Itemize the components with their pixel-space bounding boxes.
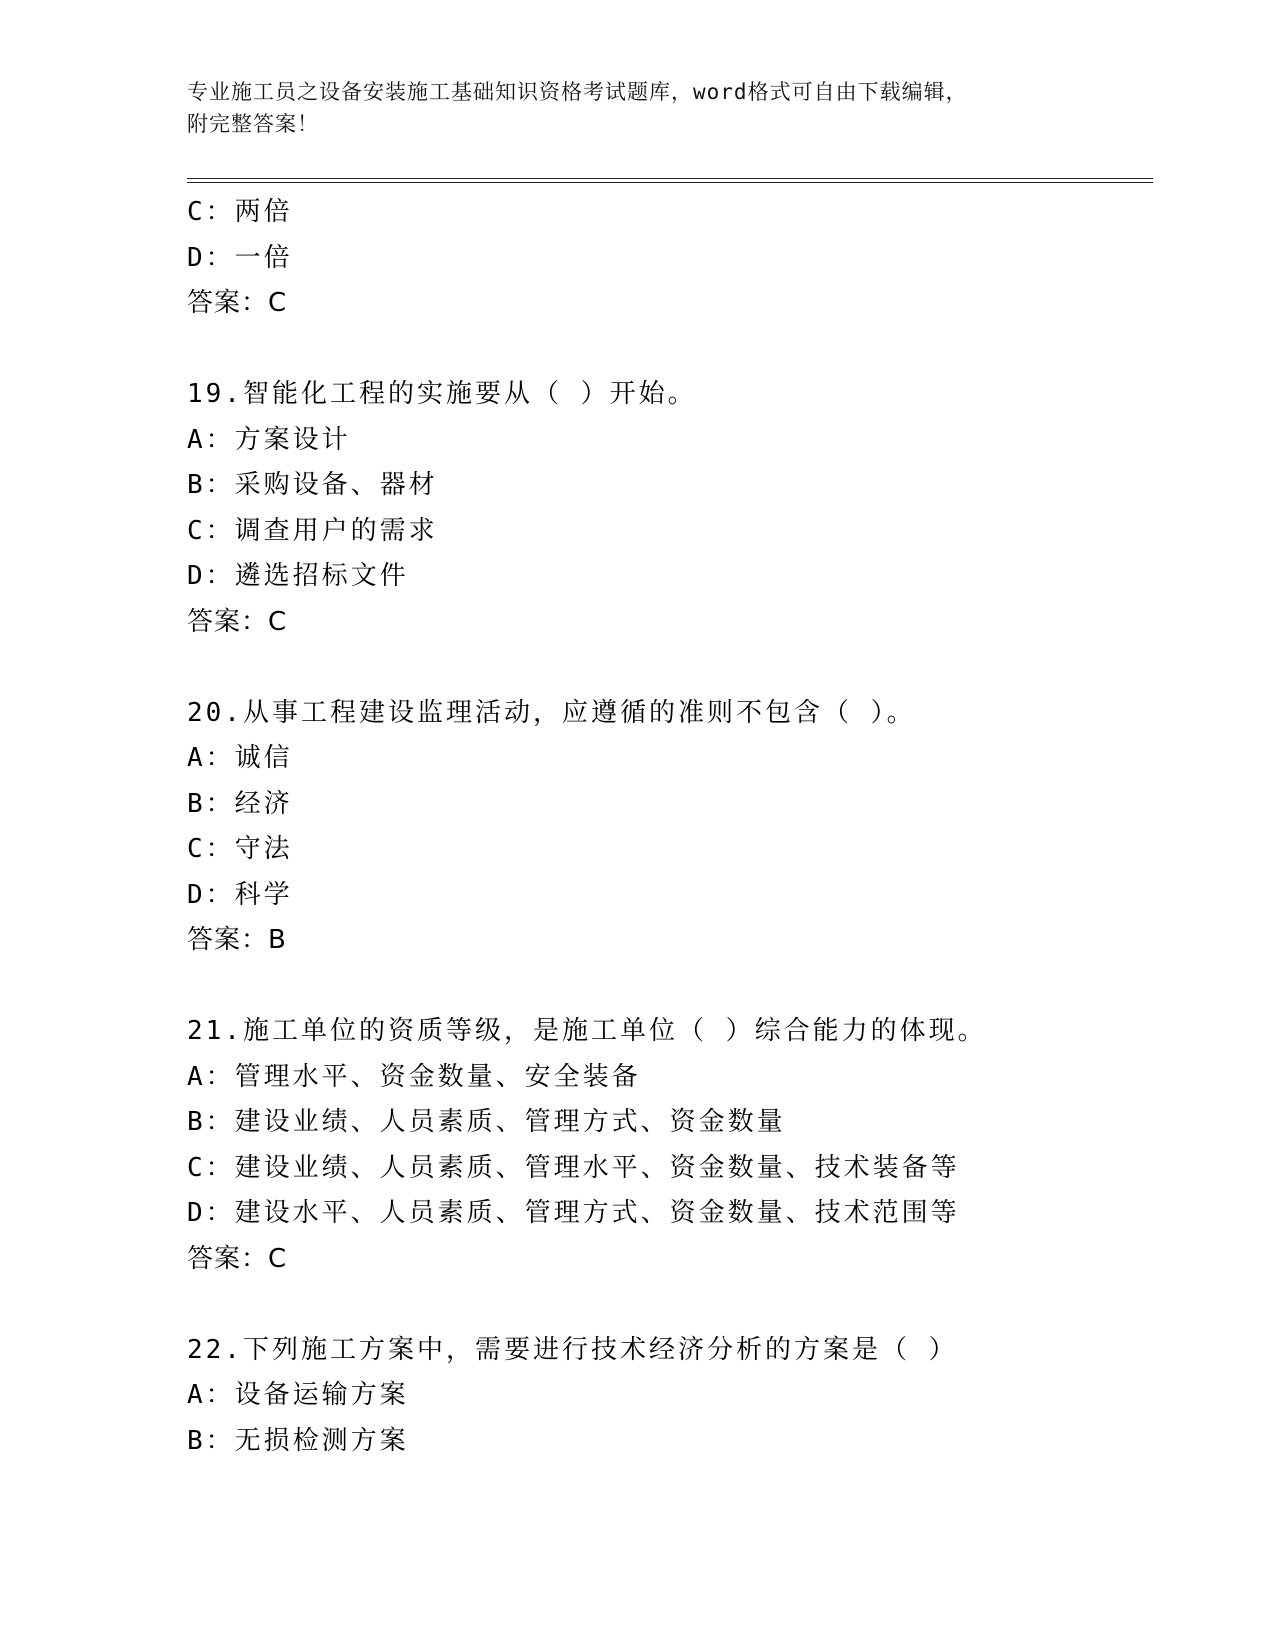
question-list [187, 190, 1153, 1464]
document-header [187, 76, 1087, 140]
option-a: A：设备运输方案 [187, 1380, 409, 1410]
question-20 [187, 691, 1153, 964]
option-d: D：一倍 [187, 242, 293, 273]
answer: 答案：C [187, 288, 288, 318]
question-stem: 20.从事工程建设监理活动，应遵循的准则不包含（ ）。 [187, 697, 916, 728]
question-stem: 22.下列施工方案中，需要进行技术经济分析的方案是（ ） [187, 1334, 958, 1365]
option-b: B：采购设备、器材 [187, 470, 438, 500]
option-b: B：建设业绩、人员素质、管理方式、资金数量 [187, 1107, 786, 1137]
question-19 [187, 372, 1153, 645]
header-line-1: 专业施工员之设备安装施工基础知识资格考试题库，word格式可自由下载编辑， [187, 80, 968, 104]
option-c: C：两倍 [187, 197, 293, 227]
question-continued [187, 190, 1153, 327]
option-d: D：遴选招标文件 [187, 561, 409, 591]
question-stem: 21.施工单位的资质等级，是施工单位（ ）综合能力的体现。 [187, 1016, 987, 1046]
option-a: A：管理水平、资金数量、安全装备 [187, 1061, 641, 1092]
option-d: D：建设水平、人员素质、管理方式、资金数量、技术范围等 [187, 1198, 960, 1228]
answer: 答案：C [187, 1243, 288, 1274]
header-divider-bottom [187, 182, 1153, 183]
header-line-2: 附完整答案！ [187, 112, 319, 136]
question-22 [187, 1328, 1153, 1465]
answer: 答案：C [187, 606, 288, 637]
question-stem: 19.智能化工程的实施要从（ ）开始。 [187, 379, 697, 409]
option-a: A：方案设计 [187, 424, 351, 455]
question-21 [187, 1009, 1153, 1282]
header-divider-top [187, 178, 1153, 179]
option-c: C：守法 [187, 834, 293, 864]
option-c: C：调查用户的需求 [187, 515, 438, 546]
option-a: A：诚信 [187, 743, 293, 773]
option-b: B：经济 [187, 788, 293, 819]
answer: 答案：B [187, 925, 287, 955]
option-c: C：建设业绩、人员素质、管理水平、资金数量、技术装备等 [187, 1152, 960, 1183]
option-b: B：无损检测方案 [187, 1425, 409, 1456]
option-d: D：科学 [187, 879, 293, 910]
